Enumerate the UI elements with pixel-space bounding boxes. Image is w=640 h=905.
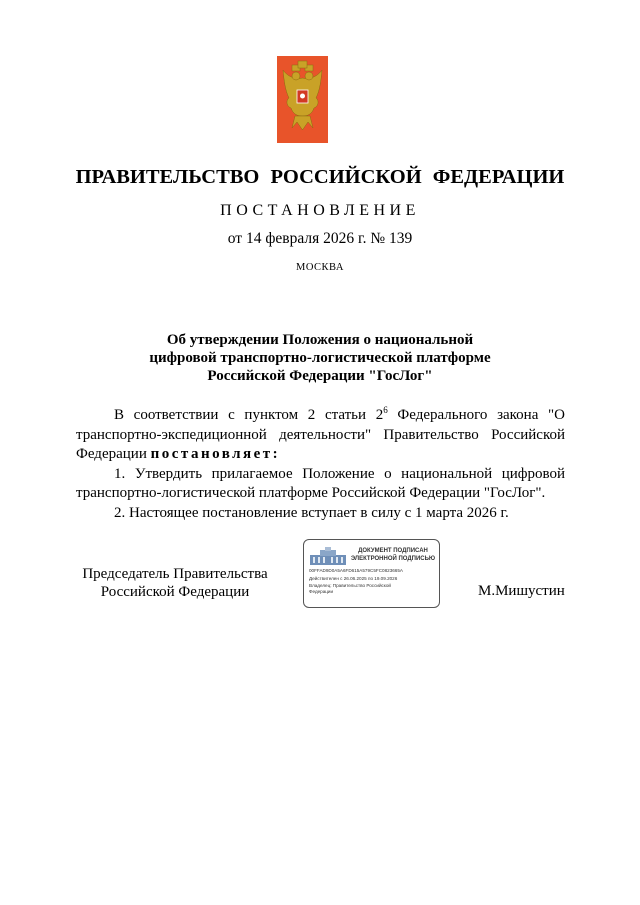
signer-name: М.Мишустин bbox=[478, 583, 565, 599]
title-line: цифровой транспортно-логистической платформе bbox=[149, 350, 491, 366]
stamp-heading-line: ЭЛЕКТРОННОЙ ПОДПИСЬЮ bbox=[350, 556, 436, 562]
city: МОСКВА bbox=[296, 262, 344, 273]
preamble-text: В соответствии с пунктом 2 статьи 2 bbox=[114, 407, 384, 423]
electronic-signature-stamp bbox=[303, 539, 440, 608]
validity-period: Действителен с 26.06.2025 по 19.09.2026 bbox=[309, 576, 398, 581]
signer-position bbox=[60, 565, 290, 601]
coat-of-arms-emblem bbox=[277, 56, 328, 143]
document-body bbox=[76, 406, 565, 523]
date-number: от 14 февраля 2026 г. № 139 bbox=[227, 230, 413, 247]
superscript: 6 bbox=[383, 405, 388, 415]
paragraph-item-2: 2. Настоящее постановление вступает в силу с 1 марта 2026 г. bbox=[114, 504, 509, 521]
document-title bbox=[0, 331, 640, 385]
position-line: Российской Федерации bbox=[100, 584, 250, 600]
government-name: ПРАВИТЕЛЬСТВО РОССИЙСКОЙ ФЕДЕРАЦИИ bbox=[75, 166, 565, 188]
paragraph-preamble bbox=[76, 406, 565, 465]
government-building-icon bbox=[310, 547, 346, 565]
stamp-heading bbox=[349, 547, 437, 563]
title-line: Об утверждении Положения о национальной bbox=[166, 332, 474, 348]
title-line: Российской Федерации "ГосЛог" bbox=[207, 368, 433, 384]
paragraph-item-1: 1. Утвердить прилагаемое Положение о национальной цифровой транспортно-логистической платформе Российской Федерации "ГосЛог". bbox=[76, 465, 565, 501]
owner-line: Федерации bbox=[309, 589, 334, 594]
decree-word: постановляет: bbox=[150, 446, 281, 462]
stamp-heading-line: ДОКУМЕНТ ПОДПИСАН bbox=[358, 548, 428, 554]
preamble-text: Федерального закона "О транспортно-экспедиционной деятельности" Правительство Российской Федерации bbox=[76, 407, 565, 462]
document-type: ПОСТАНОВЛЕНИЕ bbox=[220, 202, 420, 219]
position-line: Председатель Правительства bbox=[82, 566, 268, 582]
certificate-number: 00FFAD9D0A5A6FD615A579C5FC0823665A bbox=[309, 568, 403, 573]
owner-line: Владелец: Правительство Российской bbox=[309, 583, 391, 588]
